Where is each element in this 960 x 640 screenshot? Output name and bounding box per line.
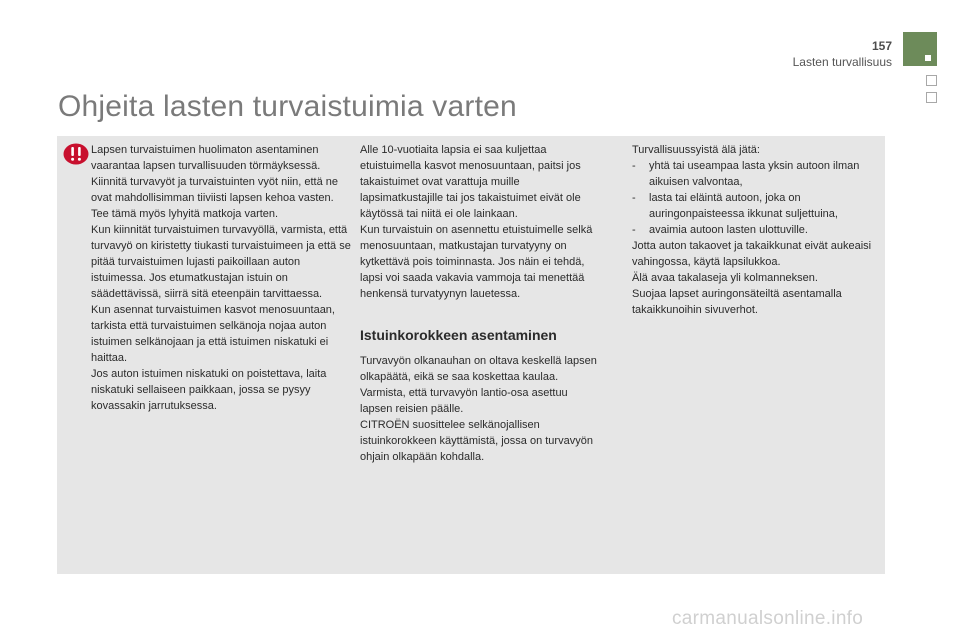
watermark: carmanualsonline.info — [672, 608, 864, 629]
subheading-booster-seat: Istuinkorokkeen asentaminen — [360, 327, 557, 343]
paragraph: Älä avaa takalaseja yli kolmanneksen. — [632, 272, 818, 284]
column-safety-tips — [632, 142, 882, 318]
list-item: - yhtä tai useampaa lasta yksin autoon ilman aikuisen valvontaa, — [632, 160, 860, 188]
bullet-dash-icon: - — [632, 192, 636, 204]
paragraph: Alle 10-vuotiaita lapsia ei saa kuljettaa etuistuimella kasvot menosuuntaan, paitsi jos takaistuimet ovat varattuja muille lapsimatkustajille tai jos takaistuimet eivät ole käytössä tai niitä ei ole lainkaan. — [360, 144, 581, 220]
section-label: Lasten turvallisuus — [792, 55, 892, 69]
double-exclamation-warning-icon — [63, 143, 89, 165]
chapter-tab-indicator-icon — [925, 55, 931, 61]
list-item: - avaimia autoon lasten ulottuville. — [632, 224, 808, 236]
column-warnings — [91, 142, 353, 414]
page-title: Ohjeita lasten turvaistuimia varten — [58, 90, 517, 123]
paragraph: Kun turvaistuin on asennettu etuistuimelle selkä menosuuntaan, matkustajan turvatyyny on kytkettävä pois toiminnasta. Jos näin ei tehdä, lapsi voi saada vakavia vammoja tai menettää henkensä turvatyynyn lauetessa. — [360, 224, 593, 300]
paragraph: Kun asennat turvaistuimen kasvot menosuuntaan, tarkista että turvaistuimen selkänoja nojaa auton istuimen selkänojaan ja että istuimen niskatuki ei haittaa. — [91, 304, 335, 364]
column-seat-guidance — [360, 142, 600, 465]
bullet-dash-icon: - — [632, 224, 636, 236]
chapter-tab-empty-1[interactable] — [926, 75, 937, 86]
list-item: - lasta tai eläintä autoon, joka on auringonpaisteessa ikkunat suljettuina, — [632, 192, 838, 220]
paragraph: Varmista, että turvavyön lantio-osa asettuu lapsen reisien päälle. — [360, 387, 568, 415]
paragraph: Jos auton istuimen niskatuki on poistettava, laita niskatuki sellaiseen paikkaan, jossa se pysyy kovassakin jarrutuksessa. — [91, 368, 327, 412]
bullet-dash-icon: - — [632, 160, 636, 172]
chapter-tab-active[interactable] — [903, 32, 937, 66]
paragraph: Jotta auton takaovet ja takaikkunat eivät aukeaisi vahingossa, käytä lapsilukkoa. — [632, 240, 872, 268]
paragraph: Lapsen turvaistuimen huolimaton asentaminen vaarantaa lapsen turvallisuuden törmäyksessä. — [91, 144, 321, 172]
paragraph-intro: Turvallisuussyistä älä jätä: — [632, 144, 760, 156]
paragraph: Turvavyön olkanauhan on oltava keskellä lapsen olkapäätä, eikä se saa koskettaa kaulaa. — [360, 355, 597, 383]
paragraph: Kun kiinnität turvaistuimen turvavyöllä, varmista, että turvavyö on kiristetty tiukasti turvaistuimeen ja että se pitää turvaistuimen lujasti paikoillaan auton istuimessa. Jos etumatkustajan istuin on säädettävissä, siirrä sitä eteenpäin tarvittaessa. — [91, 224, 351, 300]
paragraph: Kiinnitä turvavyöt ja turvaistuinten vyöt niin, että ne ovat mahdollisimman tiiviisti lapsen kehoa vasten. Tee tämä myös lyhyitä matkoja varten. — [91, 176, 339, 220]
content-panel — [57, 136, 885, 574]
paragraph: CITROËN suosittelee selkänojallisen istuinkorokkeen käyttämistä, jossa on turvavyön ohjain olkapään kohdalla. — [360, 419, 593, 463]
paragraph: Suojaa lapset auringonsäteiltä asentamalla takaikkunoihin sivuverhot. — [632, 288, 842, 316]
page-number: 157 — [871, 39, 892, 53]
chapter-tab-empty-2[interactable] — [926, 92, 937, 103]
